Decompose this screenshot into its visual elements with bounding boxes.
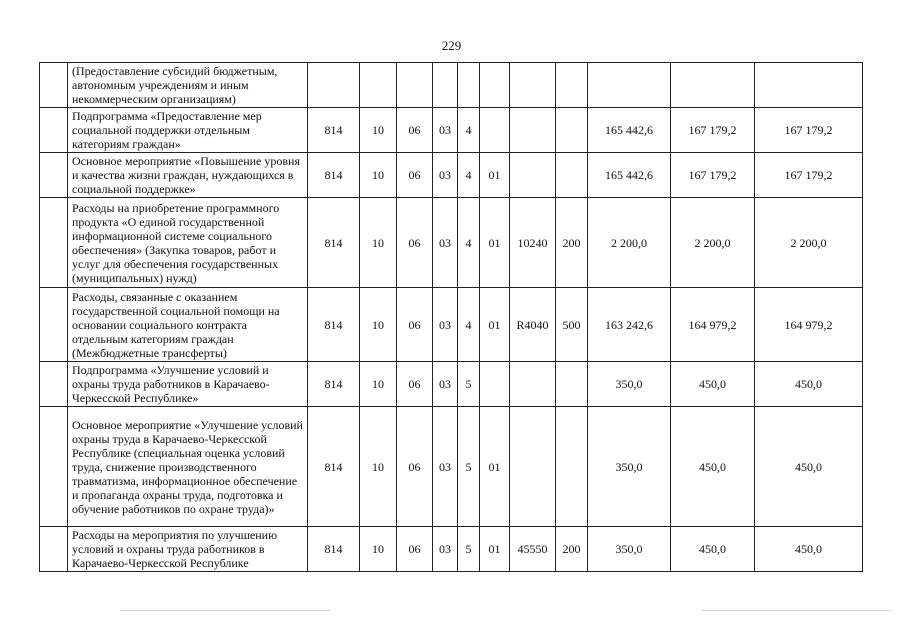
amount-year-2-cell: 2 200,0	[671, 198, 755, 288]
section-code-cell: 10	[360, 153, 397, 198]
amount-year-3-cell: 167 179,2	[755, 153, 863, 198]
ministry-code-cell: 814	[308, 108, 360, 153]
event-code-cell	[480, 362, 510, 407]
expense-type-code-cell: 500	[556, 288, 588, 362]
program-code-cell: 03	[433, 153, 458, 198]
program-code-cell: 03	[433, 288, 458, 362]
event-code-cell: 01	[480, 407, 510, 527]
amount-year-1-cell	[588, 63, 671, 108]
amount-year-3-cell: 450,0	[755, 527, 863, 572]
table-body	[40, 63, 863, 572]
row-number-cell	[40, 153, 68, 198]
item-name-cell: Подпрограмма «Предоставление мер социальной поддержки отдельным категориям граждан»	[68, 108, 308, 153]
section-code-cell: 10	[360, 288, 397, 362]
amount-year-2-cell: 450,0	[671, 407, 755, 527]
expense-type-code-cell: 200	[556, 198, 588, 288]
direction-code-cell	[510, 407, 556, 527]
table-row	[40, 63, 863, 108]
amount-year-3-cell: 450,0	[755, 362, 863, 407]
program-code-cell: 03	[433, 407, 458, 527]
section-code-cell: 10	[360, 198, 397, 288]
item-name-cell: Основное мероприятие «Улучшение условий охраны труда в Карачаево-Черкесской Республике (специальная оценка условий труда, снижение производственного травматизма, информационное обеспечение и пропаганда охраны труда, подготовка и обучение работников по охране труда)»	[68, 407, 308, 527]
table-row	[40, 527, 863, 572]
amount-year-2-cell: 450,0	[671, 527, 755, 572]
expense-type-code-cell	[556, 407, 588, 527]
amount-year-1-cell: 350,0	[588, 362, 671, 407]
event-code-cell: 01	[480, 288, 510, 362]
row-number-cell	[40, 362, 68, 407]
item-name-cell: Подпрограмма «Улучшение условий и охраны труда работников в Карачаево-Черкесской Республике»	[68, 362, 308, 407]
subsection-code-cell: 06	[397, 527, 433, 572]
amount-year-1-cell: 350,0	[588, 527, 671, 572]
row-number-cell	[40, 288, 68, 362]
row-number-cell	[40, 63, 68, 108]
amount-year-3-cell: 450,0	[755, 407, 863, 527]
event-code-cell: 01	[480, 527, 510, 572]
section-code-cell	[360, 63, 397, 108]
table-row	[40, 288, 863, 362]
item-name-cell: Расходы, связанные с оказанием государственной социальной помощи на основании социального контракта отдельным категориям граждан (Межбюджетные трансферты)	[68, 288, 308, 362]
subsection-code-cell	[397, 63, 433, 108]
subsection-code-cell: 06	[397, 198, 433, 288]
subprogram-code-cell: 4	[458, 108, 480, 153]
direction-code-cell	[510, 63, 556, 108]
amount-year-1-cell: 165 442,6	[588, 108, 671, 153]
subprogram-code-cell: 4	[458, 198, 480, 288]
ministry-code-cell: 814	[308, 527, 360, 572]
amount-year-2-cell	[671, 63, 755, 108]
row-number-cell	[40, 198, 68, 288]
amount-year-1-cell: 350,0	[588, 407, 671, 527]
scan-artifact-line-left	[120, 610, 330, 611]
direction-code-cell	[510, 108, 556, 153]
row-number-cell	[40, 527, 68, 572]
subprogram-code-cell: 5	[458, 362, 480, 407]
table-row	[40, 108, 863, 153]
section-code-cell: 10	[360, 362, 397, 407]
event-code-cell	[480, 108, 510, 153]
program-code-cell: 03	[433, 362, 458, 407]
direction-code-cell: R4040	[510, 288, 556, 362]
subsection-code-cell: 06	[397, 288, 433, 362]
item-name-cell: Расходы на мероприятия по улучшению условий и охраны труда работников в Карачаево-Черкесской Республике	[68, 527, 308, 572]
subprogram-code-cell: 5	[458, 527, 480, 572]
expense-type-code-cell	[556, 362, 588, 407]
item-name-cell: Расходы на приобретение программного продукта «О единой государственной информационной системе социального обеспечения» (Закупка товаров, работ и услуг для обеспечения государственных (муниципальных) нужд)	[68, 198, 308, 288]
subsection-code-cell: 06	[397, 362, 433, 407]
ministry-code-cell: 814	[308, 153, 360, 198]
direction-code-cell: 10240	[510, 198, 556, 288]
ministry-code-cell: 814	[308, 362, 360, 407]
program-code-cell: 03	[433, 198, 458, 288]
amount-year-2-cell: 167 179,2	[671, 153, 755, 198]
expense-type-code-cell	[556, 108, 588, 153]
subprogram-code-cell	[458, 63, 480, 108]
amount-year-1-cell: 163 242,6	[588, 288, 671, 362]
amount-year-1-cell: 2 200,0	[588, 198, 671, 288]
amount-year-1-cell: 165 442,6	[588, 153, 671, 198]
ministry-code-cell: 814	[308, 407, 360, 527]
amount-year-2-cell: 164 979,2	[671, 288, 755, 362]
section-code-cell: 10	[360, 527, 397, 572]
subsection-code-cell: 06	[397, 407, 433, 527]
expense-type-code-cell: 200	[556, 527, 588, 572]
expense-type-code-cell	[556, 63, 588, 108]
amount-year-2-cell: 167 179,2	[671, 108, 755, 153]
program-code-cell	[433, 63, 458, 108]
subsection-code-cell: 06	[397, 153, 433, 198]
item-name-cell: Основное мероприятие «Повышение уровня и качества жизни граждан, нуждающихся в социальной поддержке»	[68, 153, 308, 198]
table-row	[40, 198, 863, 288]
table-row	[40, 153, 863, 198]
direction-code-cell	[510, 362, 556, 407]
amount-year-3-cell: 164 979,2	[755, 288, 863, 362]
subsection-code-cell: 06	[397, 108, 433, 153]
event-code-cell: 01	[480, 198, 510, 288]
program-code-cell: 03	[433, 527, 458, 572]
direction-code-cell: 45550	[510, 527, 556, 572]
table-row	[40, 362, 863, 407]
row-number-cell	[40, 108, 68, 153]
amount-year-3-cell: 167 179,2	[755, 108, 863, 153]
budget-table	[39, 62, 863, 572]
page-number: 229	[441, 38, 462, 53]
section-code-cell: 10	[360, 407, 397, 527]
ministry-code-cell: 814	[308, 198, 360, 288]
scan-artifact-line-right	[702, 610, 892, 611]
ministry-code-cell: 814	[308, 288, 360, 362]
direction-code-cell	[510, 153, 556, 198]
event-code-cell	[480, 63, 510, 108]
expense-type-code-cell	[556, 153, 588, 198]
ministry-code-cell	[308, 63, 360, 108]
section-code-cell: 10	[360, 108, 397, 153]
amount-year-3-cell	[755, 63, 863, 108]
subprogram-code-cell: 5	[458, 407, 480, 527]
subprogram-code-cell: 4	[458, 288, 480, 362]
amount-year-3-cell: 2 200,0	[755, 198, 863, 288]
event-code-cell: 01	[480, 153, 510, 198]
row-number-cell	[40, 407, 68, 527]
amount-year-2-cell: 450,0	[671, 362, 755, 407]
table-row	[40, 407, 863, 527]
subprogram-code-cell: 4	[458, 153, 480, 198]
program-code-cell: 03	[433, 108, 458, 153]
item-name-cell: (Предоставление субсидий бюджетным, автономным учреждениям и иным некоммерческим организациям)	[68, 63, 308, 108]
